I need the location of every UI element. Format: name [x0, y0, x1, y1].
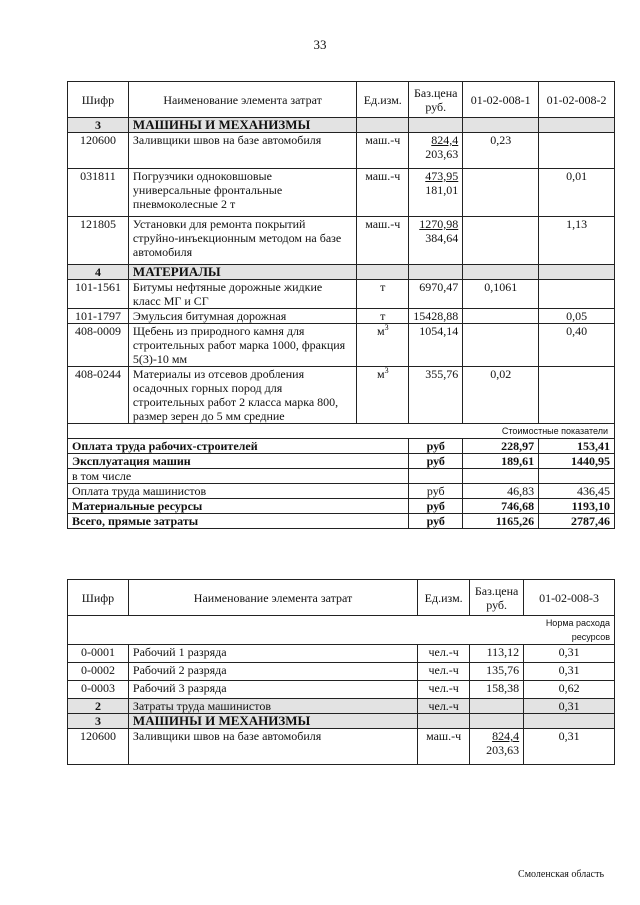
- empty-cell: [539, 118, 615, 133]
- table2-body: [68, 645, 615, 765]
- material-row: [68, 324, 615, 367]
- cost-row: [68, 439, 615, 454]
- page-number: 33: [313, 37, 327, 52]
- cost-col2: 1440,95: [539, 454, 615, 469]
- unit-cell: $м^3$: [357, 367, 409, 424]
- cost-name: Оплата труда рабочих-строителей: [68, 439, 409, 454]
- table-header-row: [68, 82, 615, 118]
- header-col1: 01-02-008-3: [524, 580, 615, 616]
- section-row: [68, 265, 615, 280]
- unit-cell: чел.-ч: [418, 681, 470, 699]
- resource-code: 0-0002: [68, 663, 129, 681]
- unit-cell: чел.-ч: [418, 645, 470, 663]
- empty-cell: [463, 265, 539, 280]
- norm-col2: 0,01: [539, 169, 615, 217]
- price-cell: 15428,88: [409, 309, 463, 324]
- resource-name: Рабочий 3 разряда: [128, 681, 417, 699]
- resource-code: 101-1797: [68, 309, 129, 324]
- operator-wage-price: 203,63: [486, 743, 520, 757]
- price-cell: [470, 729, 524, 765]
- norm-col1: 0,31: [524, 699, 615, 714]
- machine-row: [68, 169, 615, 217]
- norm-col1: 0,62: [524, 681, 615, 699]
- cost-col2: 1193,10: [539, 499, 615, 514]
- norm-header: Норма расхода ресурсов: [524, 616, 615, 645]
- cost-name: Оплата труда машинистов: [68, 484, 409, 499]
- empty-cell: [357, 118, 409, 133]
- resource-table-1: [67, 81, 615, 529]
- norm-col1: 0,31: [524, 729, 615, 765]
- header-col2: 01-02-008-2: [539, 82, 615, 118]
- operators-row: [68, 699, 615, 714]
- price-cell: 158,38: [470, 681, 524, 699]
- header-name: Наименование элемента затрат: [128, 580, 417, 616]
- norm-col1: 0,23: [463, 133, 539, 169]
- norm-col2: [539, 367, 615, 424]
- resource-name: Погрузчики одноковшовые универсальные фронтальные пневмоколесные 2 т: [128, 169, 356, 217]
- resource-code: 408-0244: [68, 367, 129, 424]
- base-price: 824,4: [431, 133, 459, 147]
- cost-col1: 746,68: [463, 499, 539, 514]
- norm-col2: 1,13: [539, 217, 615, 265]
- section-code: 4: [68, 265, 129, 280]
- resource-name: Установки для ремонта покрытий струйно-инъекционным методом на базе автомобиля: [128, 217, 356, 265]
- material-row: [68, 280, 615, 309]
- unit-cell: $м^3$: [357, 324, 409, 367]
- resource-name: Заливщики швов на базе автомобиля: [128, 133, 356, 169]
- cost-name: Материальные ресурсы: [68, 499, 409, 514]
- header-code: Шифр: [68, 580, 129, 616]
- resource-name: Заливщики швов на базе автомобиля: [128, 729, 417, 765]
- unit-cell: [409, 469, 463, 484]
- machine-row: [68, 217, 615, 265]
- operator-wage-price: 203,63: [425, 147, 459, 161]
- norm-col1: [463, 217, 539, 265]
- resource-code: 101-1561: [68, 280, 129, 309]
- norm-col2: 0,40: [539, 324, 615, 367]
- resource-name: Материалы из отсевов дробления осадочных горных пород для строительных работ 2 класса марка 800, размер зерен до 5 мм средние: [128, 367, 356, 424]
- resource-name: Щебень из природного камня для строительных работ марка 1000, фракция 5(3)-10 мм: [128, 324, 356, 367]
- unit-cell: чел.-ч: [418, 663, 470, 681]
- section-code: 3: [68, 714, 129, 729]
- resource-code: 0-0003: [68, 681, 129, 699]
- base-price: 824,4: [492, 729, 520, 743]
- materials-section: [68, 265, 615, 424]
- section-title: МАТЕРИАЛЫ: [128, 265, 356, 280]
- cost-col2: 2787,46: [539, 514, 615, 529]
- header-price: Баз.цена руб.: [470, 580, 524, 616]
- price-cell: [409, 133, 463, 169]
- material-row: [68, 309, 615, 324]
- costs-section: [68, 439, 615, 529]
- cost-header-row: [68, 424, 615, 439]
- norm-col2: 0,05: [539, 309, 615, 324]
- operator-wage-price: 181,01: [425, 183, 459, 197]
- empty-cell: [409, 265, 463, 280]
- material-row: [68, 367, 615, 424]
- worker-row: [68, 681, 615, 699]
- unit-cell: руб: [409, 454, 463, 469]
- unit-cell: маш.-ч: [418, 729, 470, 765]
- norm-header-row: [68, 616, 615, 645]
- price-cell: 6970,47: [409, 280, 463, 309]
- norm-col1: 0,31: [524, 663, 615, 681]
- empty-cell: [418, 714, 470, 729]
- cost-row: [68, 514, 615, 529]
- cost-col1: [463, 469, 539, 484]
- section-title: МАШИНЫ И МЕХАНИЗМЫ: [128, 118, 356, 133]
- empty-cell: [409, 118, 463, 133]
- section-code: 2: [68, 699, 129, 714]
- header-col1: 01-02-008-1: [463, 82, 539, 118]
- resource-code: 031811: [68, 169, 129, 217]
- norm-col1: 0,1061: [463, 280, 539, 309]
- cost-name: Всего, прямые затраты: [68, 514, 409, 529]
- resource-code: 121805: [68, 217, 129, 265]
- header-unit: Ед.изм.: [418, 580, 470, 616]
- price-cell: 113,12: [470, 645, 524, 663]
- empty-cell: [539, 265, 615, 280]
- norm-col1: [463, 309, 539, 324]
- price-cell: 135,76: [470, 663, 524, 681]
- cost-col1: 228,97: [463, 439, 539, 454]
- norm-col1: 0,31: [524, 645, 615, 663]
- cost-row: [68, 454, 615, 469]
- machine-row: [68, 729, 615, 765]
- unit-cell: руб: [409, 514, 463, 529]
- resource-table-2: [67, 579, 615, 765]
- header-code: Шифр: [68, 82, 129, 118]
- cost-col1: 1165,26: [463, 514, 539, 529]
- unit-cell: руб: [409, 499, 463, 514]
- operator-wage-price: 384,64: [425, 231, 459, 245]
- unit-cell: маш.-ч: [357, 133, 409, 169]
- price-cell: 1054,14: [409, 324, 463, 367]
- norm-col1: 0,02: [463, 367, 539, 424]
- unit-cell: т: [357, 309, 409, 324]
- unit-cell: чел.-ч: [418, 699, 470, 714]
- cost-name: в том числе: [68, 469, 409, 484]
- price-cell: 355,76: [409, 367, 463, 424]
- footer-region: Смоленская область: [518, 869, 604, 880]
- cost-row: [68, 469, 615, 484]
- norm-col2: [539, 280, 615, 309]
- machines-section: [68, 118, 615, 265]
- worker-row: [68, 645, 615, 663]
- unit-cell: т: [357, 280, 409, 309]
- empty-cell: [470, 714, 524, 729]
- machine-row: [68, 133, 615, 169]
- resource-name: Эмульсия битумная дорожная: [128, 309, 356, 324]
- resource-name: Рабочий 2 разряда: [128, 663, 417, 681]
- resource-code: 408-0009: [68, 324, 129, 367]
- resource-code: 0-0001: [68, 645, 129, 663]
- unit-cell: руб: [409, 484, 463, 499]
- section-row: [68, 714, 615, 729]
- section-code: 3: [68, 118, 129, 133]
- price-cell: [470, 699, 524, 714]
- resource-code: 120600: [68, 729, 129, 765]
- resource-name: Рабочий 1 разряда: [128, 645, 417, 663]
- cost-col2: [539, 469, 615, 484]
- price-cell: [409, 169, 463, 217]
- empty-cell: [357, 265, 409, 280]
- cost-col2: 436,45: [539, 484, 615, 499]
- norm-col2: [539, 133, 615, 169]
- cost-col1: 189,61: [463, 454, 539, 469]
- unit-cell: маш.-ч: [357, 169, 409, 217]
- norm-col1: [463, 324, 539, 367]
- cost-name: Эксплуатация машин: [68, 454, 409, 469]
- resource-name: Битумы нефтяные дорожные жидкие класс МГ и СГ: [128, 280, 356, 309]
- header-name: Наименование элемента затрат: [128, 82, 356, 118]
- cost-header: Стоимостные показатели: [68, 424, 615, 439]
- cost-col1: 46,83: [463, 484, 539, 499]
- cost-row: [68, 484, 615, 499]
- resource-name: Затраты труда машинистов: [128, 699, 417, 714]
- table-header-row: [68, 580, 615, 616]
- base-price: 1270,98: [419, 217, 459, 231]
- section-title: МАШИНЫ И МЕХАНИЗМЫ: [128, 714, 417, 729]
- empty-cell: [524, 714, 615, 729]
- cost-row: [68, 499, 615, 514]
- price-cell: [409, 217, 463, 265]
- resource-code: 120600: [68, 133, 129, 169]
- worker-row: [68, 663, 615, 681]
- norm-col1: [463, 169, 539, 217]
- base-price: 473,95: [425, 169, 459, 183]
- unit-cell: руб: [409, 439, 463, 454]
- header-price: Баз.цена руб.: [409, 82, 463, 118]
- unit-cell: маш.-ч: [357, 217, 409, 265]
- section-row: [68, 118, 615, 133]
- cost-col2: 153,41: [539, 439, 615, 454]
- empty-cell: [463, 118, 539, 133]
- header-unit: Ед.изм.: [357, 82, 409, 118]
